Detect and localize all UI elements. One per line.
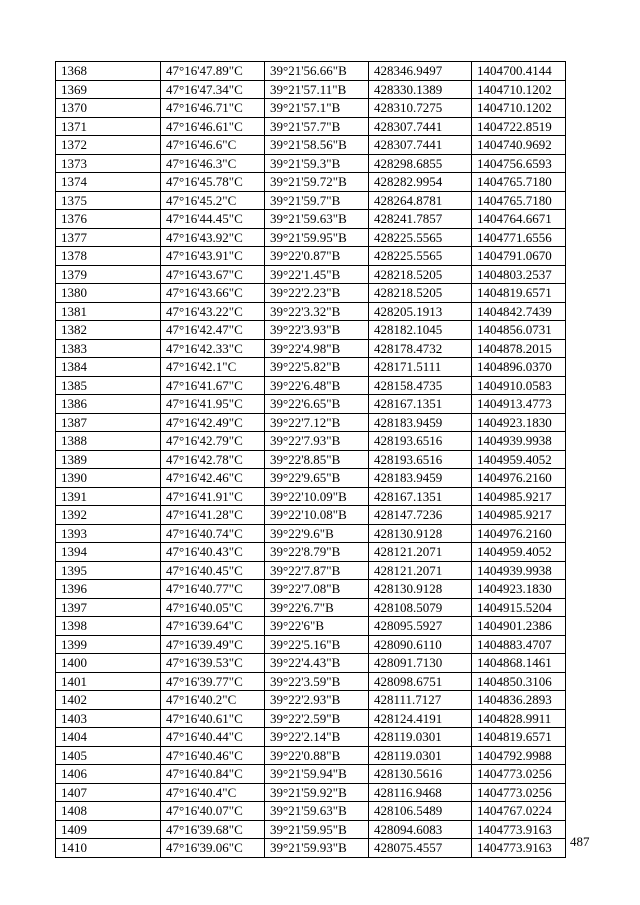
coordinates-table <box>55 61 566 858</box>
table-row <box>56 543 566 562</box>
longitude-cell: 39°22'2.14"В <box>265 728 369 747</box>
y-coordinate-cell: 1404959.4052 <box>472 450 566 469</box>
longitude-cell: 39°21'59.63"В <box>265 802 369 821</box>
x-coordinate-cell: 428225.5565 <box>369 247 472 266</box>
x-coordinate-cell: 428218.5205 <box>369 265 472 284</box>
longitude-cell: 39°22'2.93"В <box>265 691 369 710</box>
y-coordinate-cell: 1404767.0224 <box>472 802 566 821</box>
latitude-cell: 47°16'42.49"С <box>161 413 265 432</box>
table-row <box>56 265 566 284</box>
y-coordinate-cell: 1404773.9163 <box>472 839 566 858</box>
y-coordinate-cell: 1404819.6571 <box>472 728 566 747</box>
table-row <box>56 339 566 358</box>
longitude-cell: 39°22'10.09"В <box>265 487 369 506</box>
latitude-cell: 47°16'40.61"С <box>161 709 265 728</box>
latitude-cell: 47°16'39.53"С <box>161 654 265 673</box>
x-coordinate-cell: 428205.1913 <box>369 302 472 321</box>
y-coordinate-cell: 1404976.2160 <box>472 469 566 488</box>
latitude-cell: 47°16'42.47"С <box>161 321 265 340</box>
point-number-cell: 1388 <box>56 432 161 451</box>
table-row <box>56 376 566 395</box>
latitude-cell: 47°16'41.95"С <box>161 395 265 414</box>
point-number-cell: 1393 <box>56 524 161 543</box>
x-coordinate-cell: 428108.5079 <box>369 598 472 617</box>
longitude-cell: 39°22'4.43"В <box>265 654 369 673</box>
point-number-cell: 1386 <box>56 395 161 414</box>
y-coordinate-cell: 1404868.1461 <box>472 654 566 673</box>
table-row <box>56 617 566 636</box>
longitude-cell: 39°21'59.95"В <box>265 228 369 247</box>
point-number-cell: 1380 <box>56 284 161 303</box>
x-coordinate-cell: 428098.6751 <box>369 672 472 691</box>
point-number-cell: 1375 <box>56 191 161 210</box>
page-number: 487 <box>570 834 590 849</box>
y-coordinate-cell: 1404803.2537 <box>472 265 566 284</box>
longitude-cell: 39°22'7.08"В <box>265 580 369 599</box>
x-coordinate-cell: 428178.4732 <box>369 339 472 358</box>
longitude-cell: 39°22'2.59"В <box>265 709 369 728</box>
x-coordinate-cell: 428167.1351 <box>369 487 472 506</box>
longitude-cell: 39°22'7.93"В <box>265 432 369 451</box>
table-row <box>56 284 566 303</box>
x-coordinate-cell: 428282.9954 <box>369 173 472 192</box>
latitude-cell: 47°16'47.89"С <box>161 62 265 81</box>
point-number-cell: 1405 <box>56 746 161 765</box>
longitude-cell: 39°22'6.65"В <box>265 395 369 414</box>
point-number-cell: 1392 <box>56 506 161 525</box>
table-row <box>56 450 566 469</box>
latitude-cell: 47°16'46.71"С <box>161 99 265 118</box>
longitude-cell: 39°21'57.1"В <box>265 99 369 118</box>
point-number-cell: 1369 <box>56 80 161 99</box>
latitude-cell: 47°16'40.44"С <box>161 728 265 747</box>
x-coordinate-cell: 428091.7130 <box>369 654 472 673</box>
x-coordinate-cell: 428075.4557 <box>369 839 472 858</box>
y-coordinate-cell: 1404915.5204 <box>472 598 566 617</box>
point-number-cell: 1373 <box>56 154 161 173</box>
latitude-cell: 47°16'42.78"С <box>161 450 265 469</box>
longitude-cell: 39°22'9.6"В <box>265 524 369 543</box>
table-row <box>56 247 566 266</box>
table-row <box>56 654 566 673</box>
y-coordinate-cell: 1404710.1202 <box>472 99 566 118</box>
x-coordinate-cell: 428241.7857 <box>369 210 472 229</box>
table-row <box>56 228 566 247</box>
longitude-cell: 39°22'4.98"В <box>265 339 369 358</box>
latitude-cell: 47°16'46.61"С <box>161 117 265 136</box>
y-coordinate-cell: 1404842.7439 <box>472 302 566 321</box>
latitude-cell: 47°16'46.3"С <box>161 154 265 173</box>
y-coordinate-cell: 1404985.9217 <box>472 487 566 506</box>
x-coordinate-cell: 428225.5565 <box>369 228 472 247</box>
table-row <box>56 635 566 654</box>
x-coordinate-cell: 428193.6516 <box>369 432 472 451</box>
point-number-cell: 1387 <box>56 413 161 432</box>
longitude-cell: 39°22'5.16"В <box>265 635 369 654</box>
table-row <box>56 487 566 506</box>
longitude-cell: 39°22'3.59"В <box>265 672 369 691</box>
y-coordinate-cell: 1404939.9938 <box>472 432 566 451</box>
table-row <box>56 395 566 414</box>
x-coordinate-cell: 428310.7275 <box>369 99 472 118</box>
latitude-cell: 47°16'41.67"С <box>161 376 265 395</box>
y-coordinate-cell: 1404896.0370 <box>472 358 566 377</box>
y-coordinate-cell: 1404976.2160 <box>472 524 566 543</box>
latitude-cell: 47°16'40.2"С <box>161 691 265 710</box>
table-row <box>56 62 566 81</box>
y-coordinate-cell: 1404923.1830 <box>472 413 566 432</box>
longitude-cell: 39°22'3.93"В <box>265 321 369 340</box>
point-number-cell: 1394 <box>56 543 161 562</box>
y-coordinate-cell: 1404985.9217 <box>472 506 566 525</box>
latitude-cell: 47°16'42.79"С <box>161 432 265 451</box>
y-coordinate-cell: 1404740.9692 <box>472 136 566 155</box>
table-row <box>56 765 566 784</box>
table-row <box>56 302 566 321</box>
table-row <box>56 154 566 173</box>
point-number-cell: 1410 <box>56 839 161 858</box>
latitude-cell: 47°16'43.67"С <box>161 265 265 284</box>
latitude-cell: 47°16'45.78"С <box>161 173 265 192</box>
latitude-cell: 47°16'41.28"С <box>161 506 265 525</box>
x-coordinate-cell: 428124.4191 <box>369 709 472 728</box>
x-coordinate-cell: 428307.7441 <box>369 136 472 155</box>
latitude-cell: 47°16'40.84"С <box>161 765 265 784</box>
y-coordinate-cell: 1404901.2386 <box>472 617 566 636</box>
y-coordinate-cell: 1404722.8519 <box>472 117 566 136</box>
x-coordinate-cell: 428119.0301 <box>369 746 472 765</box>
y-coordinate-cell: 1404878.2015 <box>472 339 566 358</box>
y-coordinate-cell: 1404700.4144 <box>472 62 566 81</box>
table-row <box>56 524 566 543</box>
y-coordinate-cell: 1404792.9988 <box>472 746 566 765</box>
table-row <box>56 783 566 802</box>
point-number-cell: 1407 <box>56 783 161 802</box>
x-coordinate-cell: 428106.5489 <box>369 802 472 821</box>
x-coordinate-cell: 428193.6516 <box>369 450 472 469</box>
y-coordinate-cell: 1404771.6556 <box>472 228 566 247</box>
table-row <box>56 580 566 599</box>
latitude-cell: 47°16'42.1"С <box>161 358 265 377</box>
point-number-cell: 1400 <box>56 654 161 673</box>
y-coordinate-cell: 1404939.9938 <box>472 561 566 580</box>
longitude-cell: 39°22'1.45"В <box>265 265 369 284</box>
y-coordinate-cell: 1404764.6671 <box>472 210 566 229</box>
x-coordinate-cell: 428307.7441 <box>369 117 472 136</box>
point-number-cell: 1397 <box>56 598 161 617</box>
table-row <box>56 506 566 525</box>
latitude-cell: 47°16'42.33"С <box>161 339 265 358</box>
latitude-cell: 47°16'39.77"С <box>161 672 265 691</box>
longitude-cell: 39°22'0.88"В <box>265 746 369 765</box>
latitude-cell: 47°16'44.45"С <box>161 210 265 229</box>
longitude-cell: 39°22'7.87"В <box>265 561 369 580</box>
y-coordinate-cell: 1404710.1202 <box>472 80 566 99</box>
latitude-cell: 47°16'43.92"С <box>161 228 265 247</box>
y-coordinate-cell: 1404850.3106 <box>472 672 566 691</box>
point-number-cell: 1402 <box>56 691 161 710</box>
point-number-cell: 1384 <box>56 358 161 377</box>
table-row <box>56 746 566 765</box>
latitude-cell: 47°16'40.43"С <box>161 543 265 562</box>
table-row <box>56 210 566 229</box>
table-row <box>56 691 566 710</box>
longitude-cell: 39°22'5.82"В <box>265 358 369 377</box>
table-row <box>56 358 566 377</box>
x-coordinate-cell: 428121.2071 <box>369 561 472 580</box>
latitude-cell: 47°16'41.91"С <box>161 487 265 506</box>
latitude-cell: 47°16'43.22"С <box>161 302 265 321</box>
longitude-cell: 39°22'9.65"В <box>265 469 369 488</box>
longitude-cell: 39°22'7.12"В <box>265 413 369 432</box>
point-number-cell: 1396 <box>56 580 161 599</box>
y-coordinate-cell: 1404756.6593 <box>472 154 566 173</box>
point-number-cell: 1372 <box>56 136 161 155</box>
x-coordinate-cell: 428183.9459 <box>369 469 472 488</box>
table-row <box>56 413 566 432</box>
x-coordinate-cell: 428182.1045 <box>369 321 472 340</box>
y-coordinate-cell: 1404765.7180 <box>472 173 566 192</box>
x-coordinate-cell: 428167.1351 <box>369 395 472 414</box>
y-coordinate-cell: 1404765.7180 <box>472 191 566 210</box>
latitude-cell: 47°16'43.66"С <box>161 284 265 303</box>
longitude-cell: 39°22'2.23"В <box>265 284 369 303</box>
longitude-cell: 39°22'6.48"В <box>265 376 369 395</box>
longitude-cell: 39°21'59.63"В <box>265 210 369 229</box>
point-number-cell: 1389 <box>56 450 161 469</box>
longitude-cell: 39°22'10.08"В <box>265 506 369 525</box>
x-coordinate-cell: 428158.4735 <box>369 376 472 395</box>
y-coordinate-cell: 1404773.9163 <box>472 820 566 839</box>
table-row <box>56 839 566 858</box>
latitude-cell: 47°16'39.64"С <box>161 617 265 636</box>
point-number-cell: 1391 <box>56 487 161 506</box>
point-number-cell: 1370 <box>56 99 161 118</box>
latitude-cell: 47°16'42.46"С <box>161 469 265 488</box>
y-coordinate-cell: 1404836.2893 <box>472 691 566 710</box>
point-number-cell: 1379 <box>56 265 161 284</box>
point-number-cell: 1371 <box>56 117 161 136</box>
longitude-cell: 39°21'59.72"В <box>265 173 369 192</box>
longitude-cell: 39°21'57.7"В <box>265 117 369 136</box>
x-coordinate-cell: 428130.9128 <box>369 524 472 543</box>
table-row <box>56 99 566 118</box>
x-coordinate-cell: 428147.7236 <box>369 506 472 525</box>
longitude-cell: 39°22'6.7"В <box>265 598 369 617</box>
table-row <box>56 802 566 821</box>
table-row <box>56 820 566 839</box>
x-coordinate-cell: 428095.5927 <box>369 617 472 636</box>
point-number-cell: 1408 <box>56 802 161 821</box>
latitude-cell: 47°16'43.91"С <box>161 247 265 266</box>
x-coordinate-cell: 428264.8781 <box>369 191 472 210</box>
latitude-cell: 47°16'46.6"С <box>161 136 265 155</box>
point-number-cell: 1390 <box>56 469 161 488</box>
table-row <box>56 598 566 617</box>
table-row <box>56 191 566 210</box>
point-number-cell: 1374 <box>56 173 161 192</box>
longitude-cell: 39°21'59.3"В <box>265 154 369 173</box>
point-number-cell: 1406 <box>56 765 161 784</box>
y-coordinate-cell: 1404791.0670 <box>472 247 566 266</box>
y-coordinate-cell: 1404959.4052 <box>472 543 566 562</box>
table-row <box>56 80 566 99</box>
x-coordinate-cell: 428171.5111 <box>369 358 472 377</box>
latitude-cell: 47°16'39.06"С <box>161 839 265 858</box>
x-coordinate-cell: 428116.9468 <box>369 783 472 802</box>
latitude-cell: 47°16'39.49"С <box>161 635 265 654</box>
table-row <box>56 728 566 747</box>
longitude-cell: 39°21'59.93"В <box>265 839 369 858</box>
point-number-cell: 1395 <box>56 561 161 580</box>
table-row <box>56 173 566 192</box>
longitude-cell: 39°21'58.56"В <box>265 136 369 155</box>
point-number-cell: 1409 <box>56 820 161 839</box>
point-number-cell: 1368 <box>56 62 161 81</box>
x-coordinate-cell: 428330.1389 <box>369 80 472 99</box>
point-number-cell: 1401 <box>56 672 161 691</box>
y-coordinate-cell: 1404923.1830 <box>472 580 566 599</box>
point-number-cell: 1404 <box>56 728 161 747</box>
latitude-cell: 47°16'40.46"С <box>161 746 265 765</box>
table-row <box>56 321 566 340</box>
latitude-cell: 47°16'47.34"С <box>161 80 265 99</box>
x-coordinate-cell: 428218.5205 <box>369 284 472 303</box>
latitude-cell: 47°16'39.68"С <box>161 820 265 839</box>
longitude-cell: 39°21'59.92"В <box>265 783 369 802</box>
latitude-cell: 47°16'40.74"С <box>161 524 265 543</box>
table-row <box>56 469 566 488</box>
table-row <box>56 432 566 451</box>
point-number-cell: 1382 <box>56 321 161 340</box>
longitude-cell: 39°22'3.32"В <box>265 302 369 321</box>
y-coordinate-cell: 1404773.0256 <box>472 765 566 784</box>
latitude-cell: 47°16'45.2"С <box>161 191 265 210</box>
x-coordinate-cell: 428298.6855 <box>369 154 472 173</box>
latitude-cell: 47°16'40.05"С <box>161 598 265 617</box>
point-number-cell: 1403 <box>56 709 161 728</box>
table-row <box>56 136 566 155</box>
latitude-cell: 47°16'40.77"С <box>161 580 265 599</box>
latitude-cell: 47°16'40.07"С <box>161 802 265 821</box>
x-coordinate-cell: 428346.9497 <box>369 62 472 81</box>
table-row <box>56 672 566 691</box>
point-number-cell: 1399 <box>56 635 161 654</box>
longitude-cell: 39°21'59.7"В <box>265 191 369 210</box>
longitude-cell: 39°22'8.85"В <box>265 450 369 469</box>
point-number-cell: 1377 <box>56 228 161 247</box>
y-coordinate-cell: 1404910.0583 <box>472 376 566 395</box>
point-number-cell: 1378 <box>56 247 161 266</box>
x-coordinate-cell: 428130.5616 <box>369 765 472 784</box>
y-coordinate-cell: 1404856.0731 <box>472 321 566 340</box>
table-row <box>56 117 566 136</box>
point-number-cell: 1376 <box>56 210 161 229</box>
longitude-cell: 39°21'59.95"В <box>265 820 369 839</box>
x-coordinate-cell: 428111.7127 <box>369 691 472 710</box>
longitude-cell: 39°22'0.87"В <box>265 247 369 266</box>
y-coordinate-cell: 1404913.4773 <box>472 395 566 414</box>
x-coordinate-cell: 428121.2071 <box>369 543 472 562</box>
x-coordinate-cell: 428130.9128 <box>369 580 472 599</box>
point-number-cell: 1398 <box>56 617 161 636</box>
x-coordinate-cell: 428094.6083 <box>369 820 472 839</box>
longitude-cell: 39°21'59.94"В <box>265 765 369 784</box>
latitude-cell: 47°16'40.45"С <box>161 561 265 580</box>
point-number-cell: 1381 <box>56 302 161 321</box>
y-coordinate-cell: 1404773.0256 <box>472 783 566 802</box>
x-coordinate-cell: 428183.9459 <box>369 413 472 432</box>
longitude-cell: 39°21'56.66"В <box>265 62 369 81</box>
longitude-cell: 39°22'8.79"В <box>265 543 369 562</box>
y-coordinate-cell: 1404828.9911 <box>472 709 566 728</box>
table-row <box>56 709 566 728</box>
x-coordinate-cell: 428090.6110 <box>369 635 472 654</box>
coordinates-table-body <box>56 62 566 858</box>
latitude-cell: 47°16'40.4"С <box>161 783 265 802</box>
longitude-cell: 39°22'6"В <box>265 617 369 636</box>
y-coordinate-cell: 1404883.4707 <box>472 635 566 654</box>
point-number-cell: 1383 <box>56 339 161 358</box>
x-coordinate-cell: 428119.0301 <box>369 728 472 747</box>
point-number-cell: 1385 <box>56 376 161 395</box>
table-row <box>56 561 566 580</box>
longitude-cell: 39°21'57.11"В <box>265 80 369 99</box>
y-coordinate-cell: 1404819.6571 <box>472 284 566 303</box>
